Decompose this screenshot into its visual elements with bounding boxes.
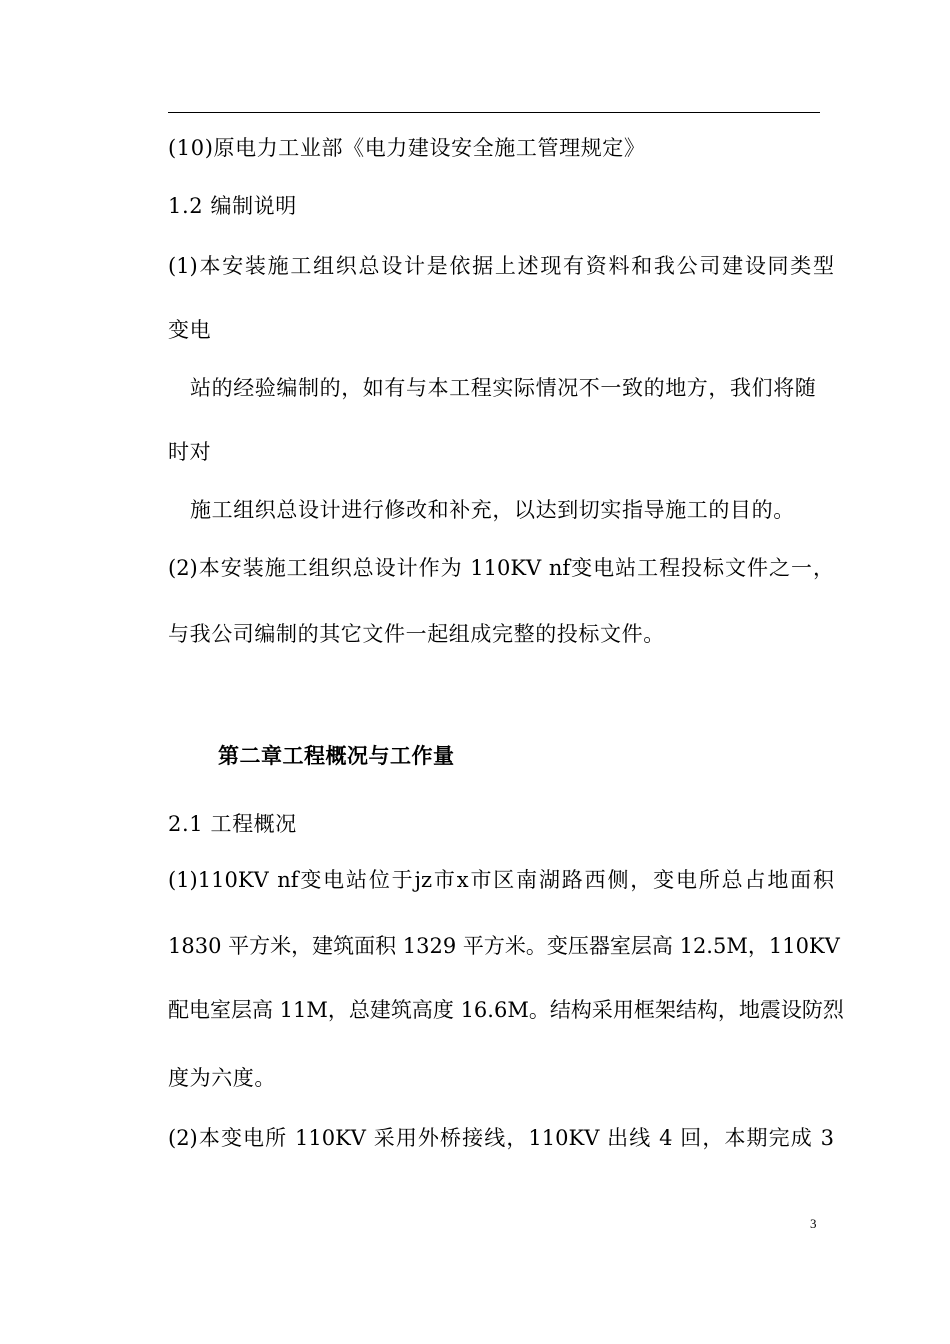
header-rule (168, 112, 820, 113)
section-heading-1-2: 1.2 编制说明 (168, 194, 297, 218)
paragraph-3-line-3: 配电室层高 11M，总建筑高度 16.6M。结构采用框架结构，地震设防烈 (168, 998, 844, 1022)
reference-item-10: (10)原电力工业部《电力建设安全施工管理规定》 (168, 136, 646, 160)
section-heading-2-1: 2.1 工程概况 (168, 812, 297, 836)
paragraph-3-line-1: (1)110KV nf变电站位于jz市x市区南湖路西侧，变电所总占地面积 (168, 868, 834, 892)
paragraph-2-line-2: 与我公司编制的其它文件一起组成完整的投标文件。 (168, 622, 665, 646)
paragraph-1-line-1: (1)本安装施工组织总设计是依据上述现有资料和我公司建设同类型 (168, 254, 834, 278)
paragraph-4-line-1: (2)本变电所 110KV 采用外桥接线，110KV 出线 4 回，本期完成 3 (168, 1126, 834, 1150)
page-number: 3 (810, 1216, 817, 1231)
paragraph-3-line-2: 1830 平方米，建筑面积 1329 平方米。变压器室层高 12.5M，110KV (168, 934, 840, 958)
paragraph-1-line-2: 变电 (168, 318, 212, 342)
paragraph-2-line-1: (2)本安装施工组织总设计作为 110KV nf变电站工程投标文件之一， (168, 556, 834, 580)
paragraph-1-line-5: 施工组织总设计进行修改和补充，以达到切实指导施工的目的。 (190, 498, 795, 522)
paragraph-1-line-4: 时对 (168, 440, 212, 464)
paragraph-1-line-3: 站的经验编制的，如有与本工程实际情况不一致的地方，我们将随 (190, 376, 817, 400)
paragraph-3-line-4: 度为六度。 (168, 1066, 276, 1090)
chapter-title: 第二章工程概况与工作量 (218, 744, 455, 768)
